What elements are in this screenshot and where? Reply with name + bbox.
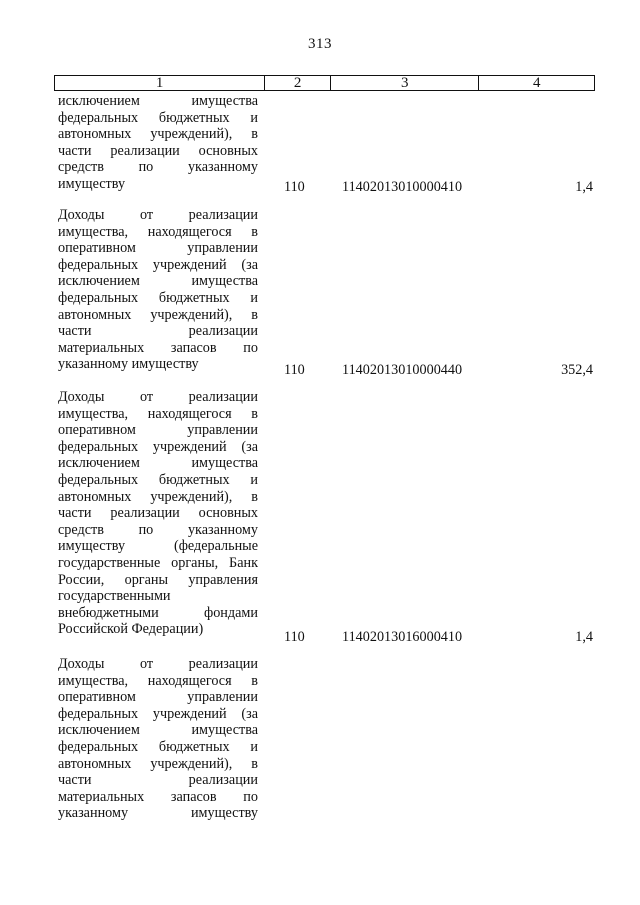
description-line: исключением имущества	[58, 93, 258, 109]
row-description	[58, 93, 258, 193]
description-line: автономных учреждений), в	[58, 755, 258, 772]
description-line: имущества, находящегося в	[58, 405, 258, 422]
description-line: исключением имущества	[58, 455, 258, 472]
page-number: 313	[308, 36, 332, 52]
description-line: Доходы от реализации	[58, 207, 258, 223]
description-line: указанному имуществу	[58, 356, 199, 373]
description-line: имущества, находящегося в	[58, 672, 258, 689]
header-col-1: 1	[55, 76, 265, 90]
description-line: части реализации основных	[58, 142, 258, 159]
row-description	[58, 389, 258, 638]
row-description	[58, 207, 258, 373]
description-line: федеральных бюджетных и	[58, 109, 258, 126]
description-line: оперативном управлении	[58, 422, 258, 439]
description-line: автономных учреждений), в	[58, 126, 258, 143]
description-line: России, органы управления	[58, 571, 258, 588]
header-col-3: 3	[331, 76, 479, 90]
header-col-2: 2	[265, 76, 331, 90]
description-line: указанному имуществу	[58, 805, 258, 822]
row-code-col2: 110	[284, 629, 305, 645]
row-amount: 1,4	[575, 629, 593, 645]
description-line: исключением имущества	[58, 722, 258, 739]
row-code-col3: 11402013010000440	[342, 362, 463, 378]
description-line: средств по указанному	[58, 159, 258, 176]
row-code-col3: 11402013010000410	[342, 179, 463, 195]
description-line: оперативном управлении	[58, 689, 258, 706]
description-line: автономных учреждений), в	[58, 306, 258, 323]
description-line: федеральных учреждений (за	[58, 438, 258, 455]
description-line: федеральных бюджетных и	[58, 471, 258, 488]
description-line: государственными	[58, 588, 171, 605]
row-description	[58, 656, 258, 822]
description-line: имуществу (федеральные	[58, 538, 258, 555]
description-line: части реализации основных	[58, 505, 258, 522]
description-line: федеральных учреждений (за	[58, 256, 258, 273]
description-line: федеральных бюджетных и	[58, 738, 258, 755]
description-line: Российской Федерации)	[58, 621, 204, 638]
description-line: оперативном управлении	[58, 240, 258, 257]
row-code-col2: 110	[284, 362, 305, 378]
table-header-row	[54, 75, 595, 91]
header-col-4: 4	[532, 75, 541, 91]
description-line: материальных запасов по	[58, 788, 258, 805]
description-line: имуществу	[58, 175, 126, 192]
description-line: части реализации	[58, 772, 258, 789]
description-line: Доходы от реализации	[58, 656, 258, 672]
description-line: Доходы от реализации	[58, 389, 258, 405]
description-line: материальных запасов по	[58, 339, 258, 356]
description-line: внебюджетными фондами	[58, 604, 258, 621]
description-line: автономных учреждений), в	[58, 488, 258, 505]
description-line: государственные органы, Банк	[58, 554, 258, 571]
description-line: средств по указанному	[58, 521, 258, 538]
row-code-col2: 110	[284, 179, 305, 195]
description-line: исключением имущества	[58, 273, 258, 290]
description-line: федеральных бюджетных и	[58, 289, 258, 306]
description-line: имущества, находящегося в	[58, 223, 258, 240]
row-amount: 1,4	[575, 179, 593, 195]
description-line: части реализации	[58, 323, 258, 340]
description-line: федеральных учреждений (за	[58, 705, 258, 722]
row-code-col3: 11402013016000410	[342, 629, 463, 645]
row-amount: 352,4	[561, 362, 593, 378]
